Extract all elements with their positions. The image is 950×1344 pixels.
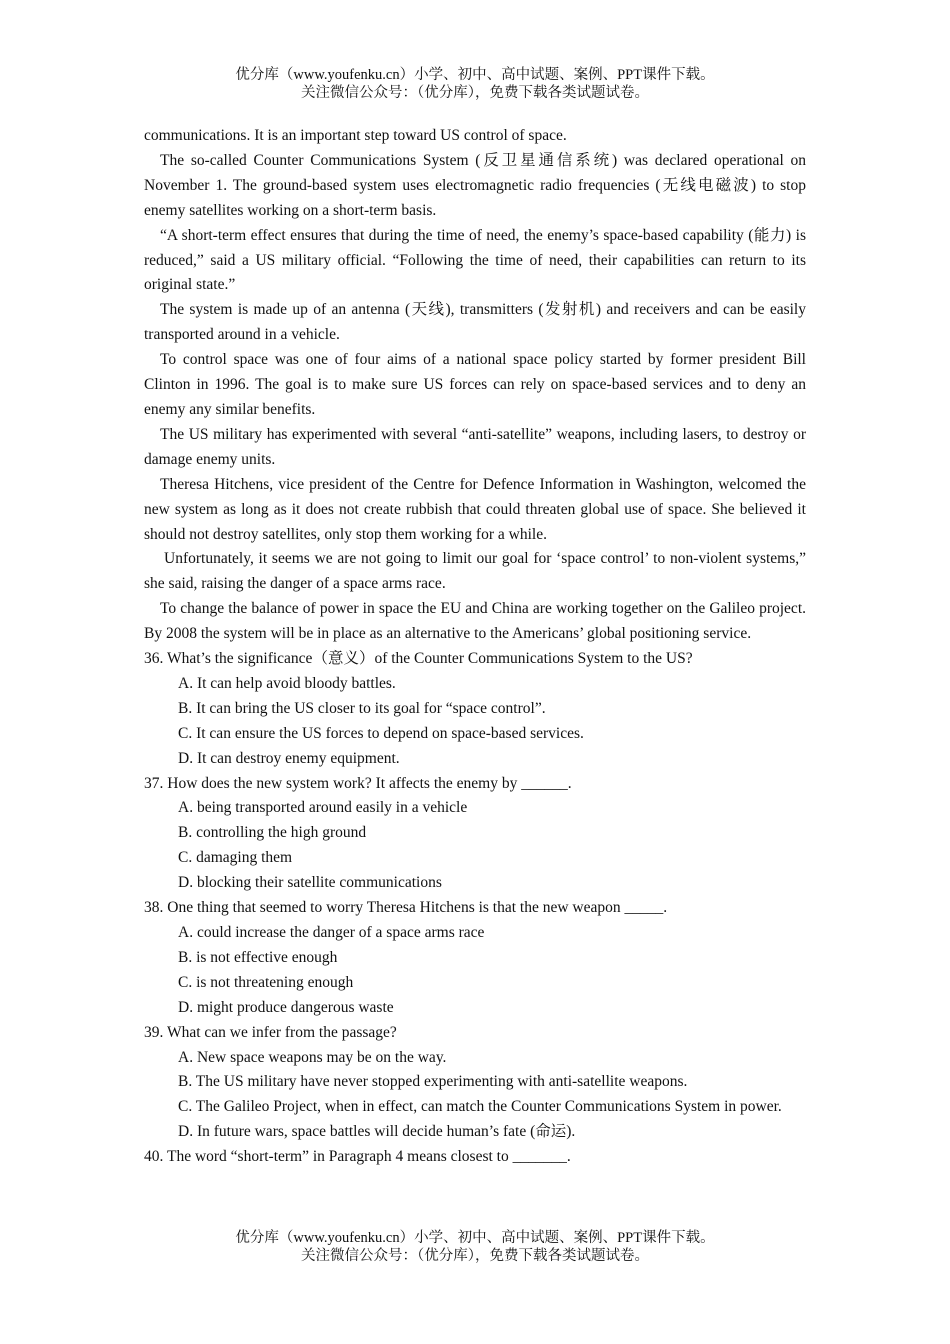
footer-line-2: 关注微信公众号：（优分库），免费下载各类试题试卷。 xyxy=(301,1248,649,1264)
question-40 xyxy=(144,1145,806,1170)
option-d: D. might produce dangerous waste xyxy=(178,998,394,1016)
passage-paragraph-9: To change the balance of power in space the EU and China are working together on the Galileo project. By 2008 the system will be in place as an alternative to the Americans’ global positioning service. xyxy=(144,600,806,643)
option-a: A. could increase the danger of a space arms race xyxy=(178,924,485,941)
option-b: B. It can bring the US closer to its goal for “space control”. xyxy=(178,699,546,717)
question-39 xyxy=(144,1021,806,1146)
passage-paragraph-3: “A short-term effect ensures that during the time of need, the enemy’s space-based capability (能力) is reduced,” said a US military official. “Following the time of need, their capabilities can return to its original state.” xyxy=(144,226,806,294)
question-stem: 40. The word “short-term” in Paragraph 4 means closest to _______. xyxy=(144,1148,571,1166)
question-stem: 39. What can we infer from the passage? xyxy=(144,1023,397,1041)
option-c: C. It can ensure the US forces to depend on space-based services. xyxy=(178,724,584,742)
option-c: C. is not threatening enough xyxy=(178,973,354,991)
option-c: C. damaging them xyxy=(178,849,293,867)
question-stem: 36. What’s the significance（意义）of the Counter Communications System to the US? xyxy=(144,650,693,668)
option-d: D. It can destroy enemy equipment. xyxy=(178,749,400,767)
page-footer xyxy=(0,1229,950,1265)
passage-paragraph-4: The system is made up of an antenna (天线), transmitters (发射机) and receivers and can be easily transported around in a vehicle. xyxy=(144,301,806,344)
page-content xyxy=(144,124,806,1170)
passage-paragraph-2: The so-called Counter Communications System (反卫星通信系统) was declared operational on November 1. The ground-based system uses electromagnetic radio frequencies (无线电磁波) to stop enemy satellites working on a short-term basis. xyxy=(144,151,806,219)
header-line-1: 优分库（www.youfenku.cn）小学、初中、高中试题、案例、PPT课件下载。 xyxy=(235,67,715,83)
page-header xyxy=(0,66,950,102)
option-d: D. blocking their satellite communications xyxy=(178,874,442,892)
question-stem: 37. How does the new system work? It affects the enemy by ______. xyxy=(144,774,572,792)
question-36 xyxy=(144,647,806,772)
question-stem: 38. One thing that seemed to worry Theresa Hitchens is that the new weapon _____. xyxy=(144,899,668,917)
option-a: A. New space weapons may be on the way. xyxy=(178,1048,447,1066)
option-b: B. controlling the high ground xyxy=(178,824,367,842)
passage-paragraph-5: To control space was one of four aims of a national space policy started by former president Bill Clinton in 1996. The goal is to make sure US forces can rely on space-based services and to deny an enemy any similar benefits. xyxy=(144,351,806,418)
footer-line-1: 优分库（www.youfenku.cn）小学、初中、高中试题、案例、PPT课件下载。 xyxy=(235,1230,715,1246)
option-a: A. being transported around easily in a vehicle xyxy=(178,799,468,817)
option-b: B. is not effective enough xyxy=(178,948,338,966)
passage-paragraph-6: The US military has experimented with several “anti-satellite” weapons, including lasers, to destroy or damage enemy units. xyxy=(144,425,806,468)
passage-paragraph-8: Unfortunately, it seems we are not going to limit our goal for ‘space control’ to non-violent systems,” she said, raising the danger of a space arms race. xyxy=(144,550,806,593)
header-line-2: 关注微信公众号：（优分库），免费下载各类试题试卷。 xyxy=(301,85,649,101)
option-d: D. In future wars, space battles will decide human’s fate (命运). xyxy=(178,1123,576,1141)
passage-paragraph-7: Theresa Hitchens, vice president of the Centre for Defence Information in Washington, welcomed the new system as long as it does not create rubbish that could threaten global use of space. She believed it should not destroy satellites, only stop them working for a while. xyxy=(144,475,806,543)
question-37 xyxy=(144,772,806,897)
option-c: C. The Galileo Project, when in effect, can match the Counter Communications System in power. xyxy=(178,1098,782,1116)
passage-paragraph-1: communications. It is an important step toward US control of space. xyxy=(144,127,567,144)
option-a: A. It can help avoid bloody battles. xyxy=(178,674,396,692)
option-b: B. The US military have never stopped experimenting with anti-satellite weapons. xyxy=(178,1073,688,1091)
question-38 xyxy=(144,896,806,1021)
